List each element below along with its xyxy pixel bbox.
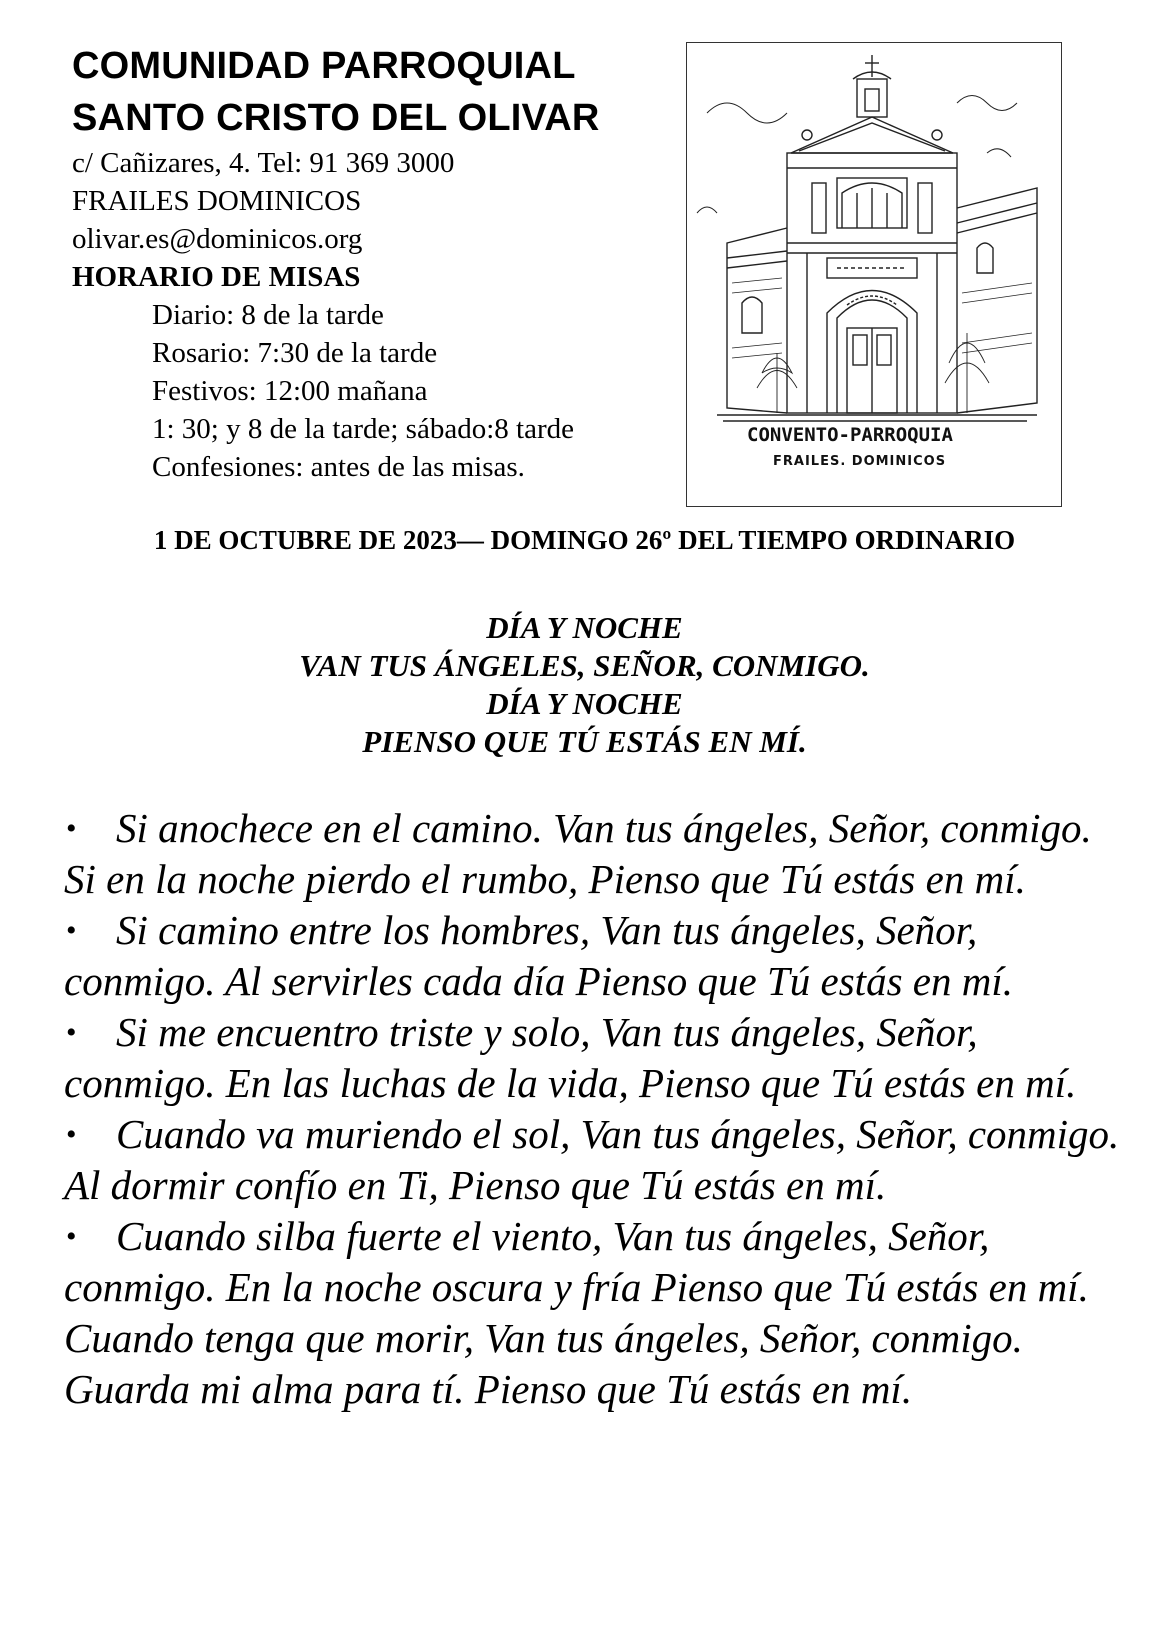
verse-item [64, 1211, 1124, 1313]
verse-text: Cuando va muriendo el sol, Van tus ángeles, Señor, conmigo. Al dormir confío en Ti, Pienso que Tú estás en mí. [64, 1111, 1120, 1208]
schedule-line-holidays: Festivos: 12:00 mañana [152, 375, 428, 407]
closing-verse: Cuando tenga que morir, Van tus ángeles, Señor, conmigo. Guarda mi alma para tí. Pienso que Tú estás en mí. [64, 1315, 1023, 1412]
bullet-icon: • [66, 914, 77, 947]
bullet-icon: • [66, 1220, 77, 1253]
parish-name-line2: SANTO CRISTO DEL OLIVAR [72, 97, 600, 139]
bullet-icon: • [66, 812, 77, 845]
mass-schedule-list [72, 296, 672, 486]
schedule-line-daily: Diario: 8 de la tarde [152, 299, 384, 331]
schedule-line-times: 1: 30; y 8 de la tarde; sábado:8 tarde [152, 413, 574, 445]
parish-email: olivar.es@dominicos.org [72, 223, 363, 255]
bullet-icon: • [66, 1118, 77, 1151]
verse-text: Si anochece en el camino. Van tus ángeles, Señor, conmigo. Si en la noche pierdo el rumbo, Pienso que Tú estás en mí. [64, 805, 1092, 902]
refrain-line-4: PIENSO QUE TÚ ESTÁS EN MÍ. [362, 724, 807, 759]
illustration-caption-main: CONVENTO-PARROQUIA [747, 424, 953, 446]
verse-text: Si camino entre los hombres, Van tus ángeles, Señor, conmigo. Al servirles cada día Pienso que Tú estás en mí. [64, 907, 1013, 1004]
verse-text: Cuando silba fuerte el viento, Van tus ángeles, Señor, conmigo. En la noche oscura y fría Pienso que Tú estás en mí. [64, 1213, 1089, 1310]
liturgical-date: 1 DE OCTUBRE DE 2023— DOMINGO 26º DEL TIEMPO ORDINARIO [153, 525, 1016, 555]
bullet-icon: • [66, 1016, 77, 1049]
schedule-line-confessions: Confesiones: antes de las misas. [152, 451, 525, 483]
verse-text: Si me encuentro triste y solo, Van tus ángeles, Señor, conmigo. En las luchas de la vida, Pienso que Tú estás en mí. [64, 1009, 1077, 1106]
parish-address: c/ Cañizares, 4. Tel: 91 369 3000 [72, 147, 455, 179]
church-illustration [686, 42, 1062, 507]
verse-item [64, 1109, 1124, 1211]
church-facade-drawing-icon [687, 43, 1060, 505]
parish-header [72, 40, 672, 486]
mass-schedule-title: HORARIO DE MISAS [72, 261, 361, 293]
schedule-line-rosary: Rosario: 7:30 de la tarde [152, 337, 438, 369]
parish-name-line1: COMUNIDAD PARROQUIAL [72, 45, 576, 87]
verse-item [64, 905, 1124, 1007]
verse-item [64, 1007, 1124, 1109]
hymn-refrain [0, 609, 1169, 761]
hymn-verses [64, 803, 1124, 1415]
parish-friars: FRAILES DOMINICOS [72, 185, 362, 217]
refrain-line-2: VAN TUS ÁNGELES, SEÑOR, CONMIGO. [299, 648, 870, 683]
illustration-caption-sub: FRAILES. DOMINICOS [773, 454, 947, 469]
refrain-line-3: DÍA Y NOCHE [486, 686, 683, 721]
verse-item [64, 803, 1124, 905]
refrain-line-1: DÍA Y NOCHE [486, 610, 683, 645]
